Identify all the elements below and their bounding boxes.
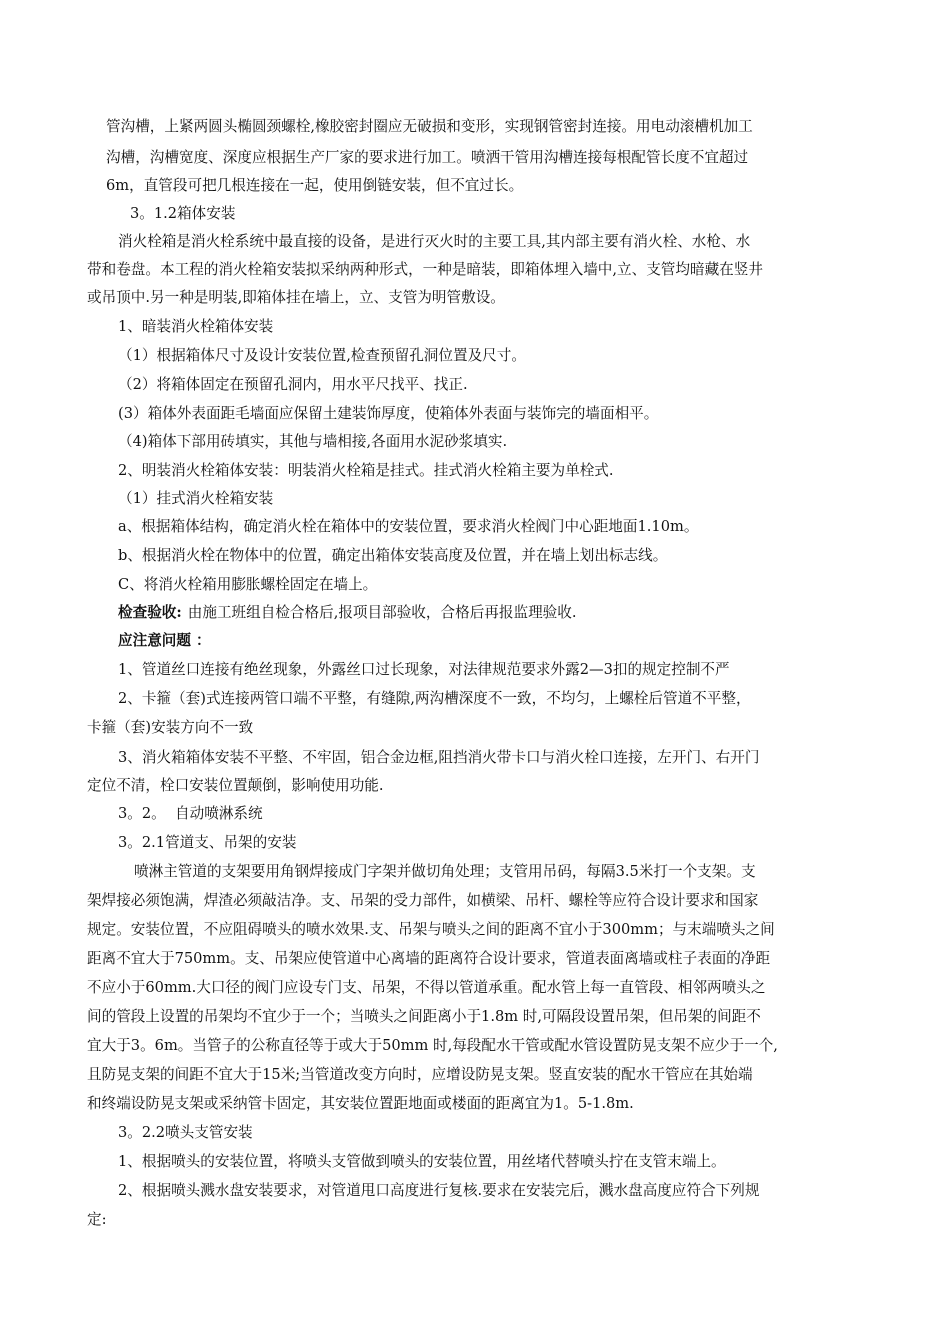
issue-item: 2、卡箍（套)式连接两管口端不平整，有缝隙,两沟槽深度不一致，不均匀，上螺栓后管道不平整， (118, 690, 751, 707)
issue-item: 卡箍（套)安装方向不一致 (87, 719, 254, 736)
inspection-text: 由施工班组自检合格后,报项目部验收，合格后再报监理验收. (187, 604, 577, 621)
list-item: C、将消火栓箱用膨胀螺栓固定在墙上。 (118, 576, 378, 593)
text-line: 消火栓箱是消火栓系统中最直接的设备，是进行灭火时的主要工具,其内部主要有消火栓、水枪、水 (118, 233, 751, 250)
issue-item: 1、管道丝口连接有绝丝现象，外露丝口过长现象，对法律规范要求外露2—3扣的规定控制不严 (118, 661, 730, 678)
list-item: （2）将箱体固定在预留孔洞内，用水平尺找平、找正. (118, 376, 468, 393)
text-line: 不应小于60mm.大口径的阀门应设专门支、吊架，不得以管道承重。配水管上每一直管段、相邻两喷头之 (87, 979, 766, 996)
text-line: 或吊顶中.另一种是明装,即箱体挂在墙上，立、支管为明管敷设。 (87, 289, 505, 306)
list-item: 定: (87, 1211, 107, 1228)
section-heading: 3。1.2箱体安装 (130, 205, 236, 222)
text-line: 沟槽，沟槽宽度、深度应根据生产厂家的要求进行加工。喷洒干管用沟槽连接每根配管长度不宜超过 (106, 149, 749, 166)
list-item: (3）箱体外表面距毛墙面应保留土建装饰厚度，使箱体外表面与装饰完的墙面相平。 (118, 405, 659, 422)
section-heading: 3。2。 自动喷淋系统 (118, 805, 263, 822)
text-line: 架焊接必须饱满，焊渣必须敲洁净。支、吊架的受力部件，如横梁、吊杆、螺栓等应符合设计要求和国家 (87, 892, 759, 909)
list-item: b、根据消火栓在物体中的位置，确定出箱体安装高度及位置，并在墙上划出标志线。 (118, 547, 668, 564)
text-line: 规定。安装位置，不应阻碍喷头的喷水效果.支、吊架与喷头之间的距离不宜小于300mm；与末端喷头之间 (87, 921, 775, 938)
attention-heading: 应注意问题 ： (118, 632, 211, 649)
list-item: （1）根据箱体尺寸及设计安装位置,检查预留孔洞位置及尺寸。 (118, 347, 526, 364)
inspection-label: 检查验收: (118, 604, 182, 621)
list-item: 2、明装消火栓箱体安装：明装消火栓箱是挂式。挂式消火栓箱主要为单栓式. (118, 462, 614, 479)
text-line: 管沟槽，上紧两圆头椭圆颈螺栓,橡胶密封圈应无破损和变形，实现钢管密封连接。用电动滚槽机加工 (106, 118, 753, 135)
text-line: 6m，直管段可把几根连接在一起，使用倒链安装，但不宜过长。 (106, 177, 524, 194)
list-item: 1、暗装消火栓箱体安装 (118, 318, 274, 335)
inspection-line (118, 603, 576, 623)
text-line: 喷淋主管道的支架要用角钢焊接成门字架并做切角处理；支管用吊码，每隔3.5米打一个支架。支 (134, 863, 756, 880)
issue-item: 3、消火箱箱体安装不平整、不牢固，铝合金边框,阻挡消火带卡口与消火栓口连接，左开门、右开门 (118, 749, 760, 766)
list-item: （1）挂式消火栓箱安装 (118, 490, 274, 507)
list-item: 2、根据喷头溅水盘安装要求，对管道甩口高度进行复核.要求在安装完后，溅水盘高度应符合下列规 (118, 1182, 760, 1199)
text-line: 距离不宜大于750mm。支、吊架应使管道中心离墙的距离符合设计要求，管道表面离墙或柱子表面的净距 (87, 950, 771, 967)
section-heading: 3。2.2喷头支管安装 (118, 1124, 253, 1141)
text-line: 且防晃支架的间距不宜大于15米;当管道改变方向时，应增设防晃支架。竖直安装的配水干管应在其始端 (87, 1066, 753, 1083)
text-line: 带和卷盘。本工程的消火栓箱安装拟采纳两种形式，一种是暗装，即箱体埋入墙中,立、支管均暗藏在竖井 (87, 261, 763, 278)
issue-item: 定位不清，栓口安装位置颠倒，影响使用功能. (87, 777, 384, 794)
section-heading: 3。2.1管道支、吊架的安装 (118, 834, 297, 851)
text-line: 宜大于3。6m。当管子的公称直径等于或大于50mm 时,每段配水干管或配水管设置防晃支架不应少于一个, (87, 1037, 778, 1054)
list-item: 1、根据喷头的安装位置，将喷头支管做到喷头的安装位置，用丝堵代替喷头拧在支管末端上。 (118, 1153, 726, 1170)
text-line: 和终端设防晃支架或采纳管卡固定，其安装位置距地面或楼面的距离宜为1。5-1.8m. (87, 1095, 634, 1112)
text-line: 间的管段上设置的吊架均不宜少于一个；当喷头之间距离小于1.8m 时,可隔段设置吊架，但吊架的间距不 (87, 1008, 761, 1025)
list-item: a、根据箱体结构，确定消火栓在箱体中的安装位置，要求消火栓阀门中心距地面1.10m。 (118, 518, 699, 535)
list-item: （4)箱体下部用砖填实，其他与墙相接,各面用水泥砂浆填实. (118, 433, 508, 450)
